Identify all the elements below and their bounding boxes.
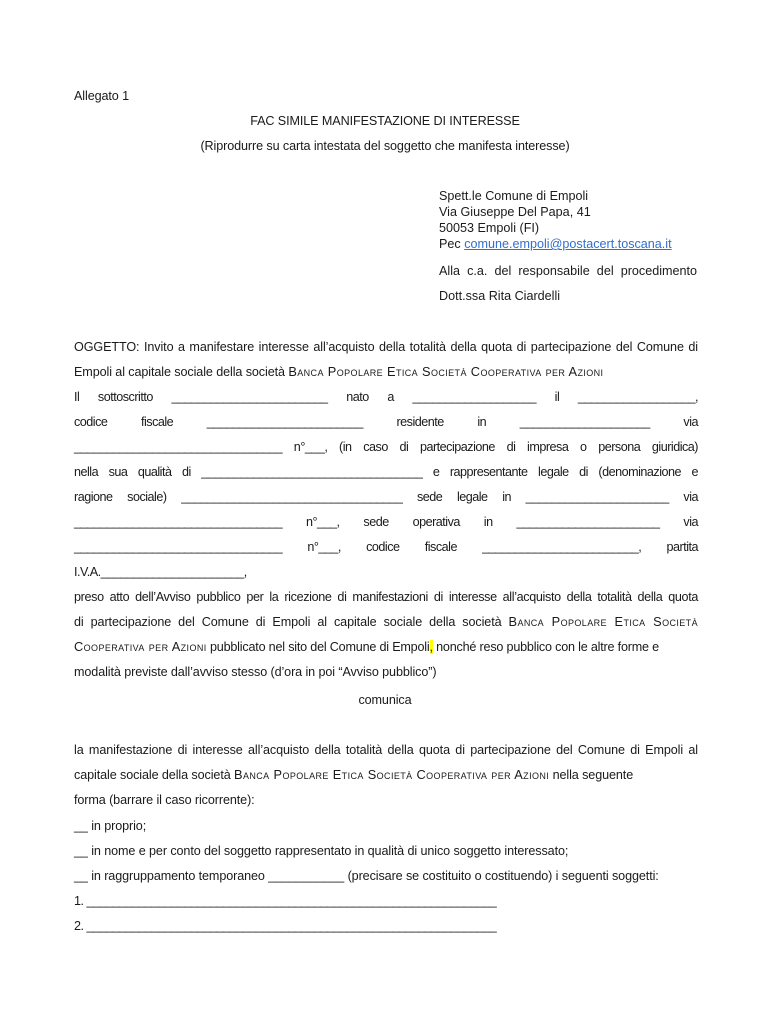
notice-text-a: pubblicato nel sito del Comune di Empoli	[206, 640, 430, 654]
notice-line-4: modalità previste dall’avviso stesso (d’ora in poi “Avviso pubblico”)	[74, 665, 437, 679]
attention-line: Alla c.a. del responsabile del procedimento	[439, 264, 697, 278]
recipient-pec	[439, 236, 672, 252]
subject-item-1: 1. _______________________________________________________________	[74, 894, 497, 908]
subject-line-2	[74, 364, 698, 380]
expression-text-b: nella seguente	[549, 768, 634, 782]
recipient-name: Spett.le Comune di Empoli	[439, 189, 589, 203]
document-title: FAC SIMILE MANIFESTAZIONE DI INTERESSE	[250, 114, 520, 128]
pec-label: Pec	[439, 237, 465, 251]
option-grouping: __ in raggruppamento temporaneo ___________ (precisare se costituito o costituendo) i seguenti soggetti:	[74, 869, 659, 883]
form-line-company: ragione sociale) __________________________________ sede legale in ______________________ via	[74, 490, 698, 504]
notice-line-1: preso atto dell’Avviso pubblico per la ricezione di manifestazioni di interesse all’acquisto della totalità della quota	[74, 590, 698, 604]
form-line-operating-site: ________________________________ n°___, sede operativa in ______________________ via	[74, 515, 698, 529]
bank-name-part2: Cooperativa per Azioni	[74, 639, 207, 654]
bank-name-part1: Banca Popolare Etica Società	[508, 614, 698, 629]
document-subtitle: (Riprodurre su carta intestata del soggetto che manifesta interesse)	[200, 139, 570, 153]
subject-line: OGGETTO: Invito a manifestare interesse all’acquisto della totalità della quota di partecipazione del Comune di	[74, 340, 698, 354]
manager-name: Dott.ssa Rita Ciardelli	[439, 289, 561, 303]
form-line-undersigned: Il sottoscritto ________________________ nato a ___________________ il __________________,	[74, 390, 698, 404]
communicates-heading: comunica	[358, 693, 412, 707]
recipient-city: 50053 Empoli (FI)	[439, 221, 540, 235]
pec-email-link[interactable]: comune.empoli@postacert.toscana.it	[464, 237, 672, 251]
subject-text: Empoli al capitale sociale della società	[74, 365, 289, 379]
recipient-street: Via Giuseppe Del Papa, 41	[439, 205, 591, 219]
notice-line-3	[74, 639, 698, 655]
bank-name: Banca Popolare Etica Società Cooperativa per Azioni	[288, 364, 604, 379]
highlighted-comma: ,	[429, 640, 433, 654]
form-line-address: ________________________________ n°___, (in caso di partecipazione di impresa o persona giuridica)	[74, 440, 698, 454]
form-line-vat: I.V.A.______________________,	[74, 565, 247, 579]
subject-item-2: 2. _______________________________________________________________	[74, 919, 497, 933]
form-line-role: nella sua qualità di __________________________________ e rappresentante legale di (denominazione e	[74, 465, 698, 479]
expression-line-2	[74, 767, 698, 783]
option-representative: __ in nome e per conto del soggetto rappresentato in qualità di unico soggetto interessato;	[74, 844, 569, 858]
bank-name-2: Banca Popolare Etica Società Cooperativa per Azioni	[234, 767, 550, 782]
notice-text-b: nonché reso pubblico con le altre forme e	[432, 640, 659, 654]
expression-line-3: forma (barrare il caso ricorrente):	[74, 793, 255, 807]
notice-line-2	[74, 614, 698, 630]
expression-text: capitale sociale della società	[74, 768, 235, 782]
notice-text: di partecipazione del Comune di Empoli al capitale sociale della società	[74, 615, 509, 629]
annex-label: Allegato 1	[74, 89, 130, 103]
option-own: __ in proprio;	[74, 819, 147, 833]
expression-line-1: la manifestazione di interesse all’acquisto della totalità della quota di partecipazione del Comune di Empoli al	[74, 743, 698, 757]
form-line-company-fiscal: ________________________________ n°___, codice fiscale ________________________, partita	[74, 540, 698, 554]
form-line-fiscal-code: codice fiscale ________________________ residente in ____________________ via	[74, 415, 698, 429]
